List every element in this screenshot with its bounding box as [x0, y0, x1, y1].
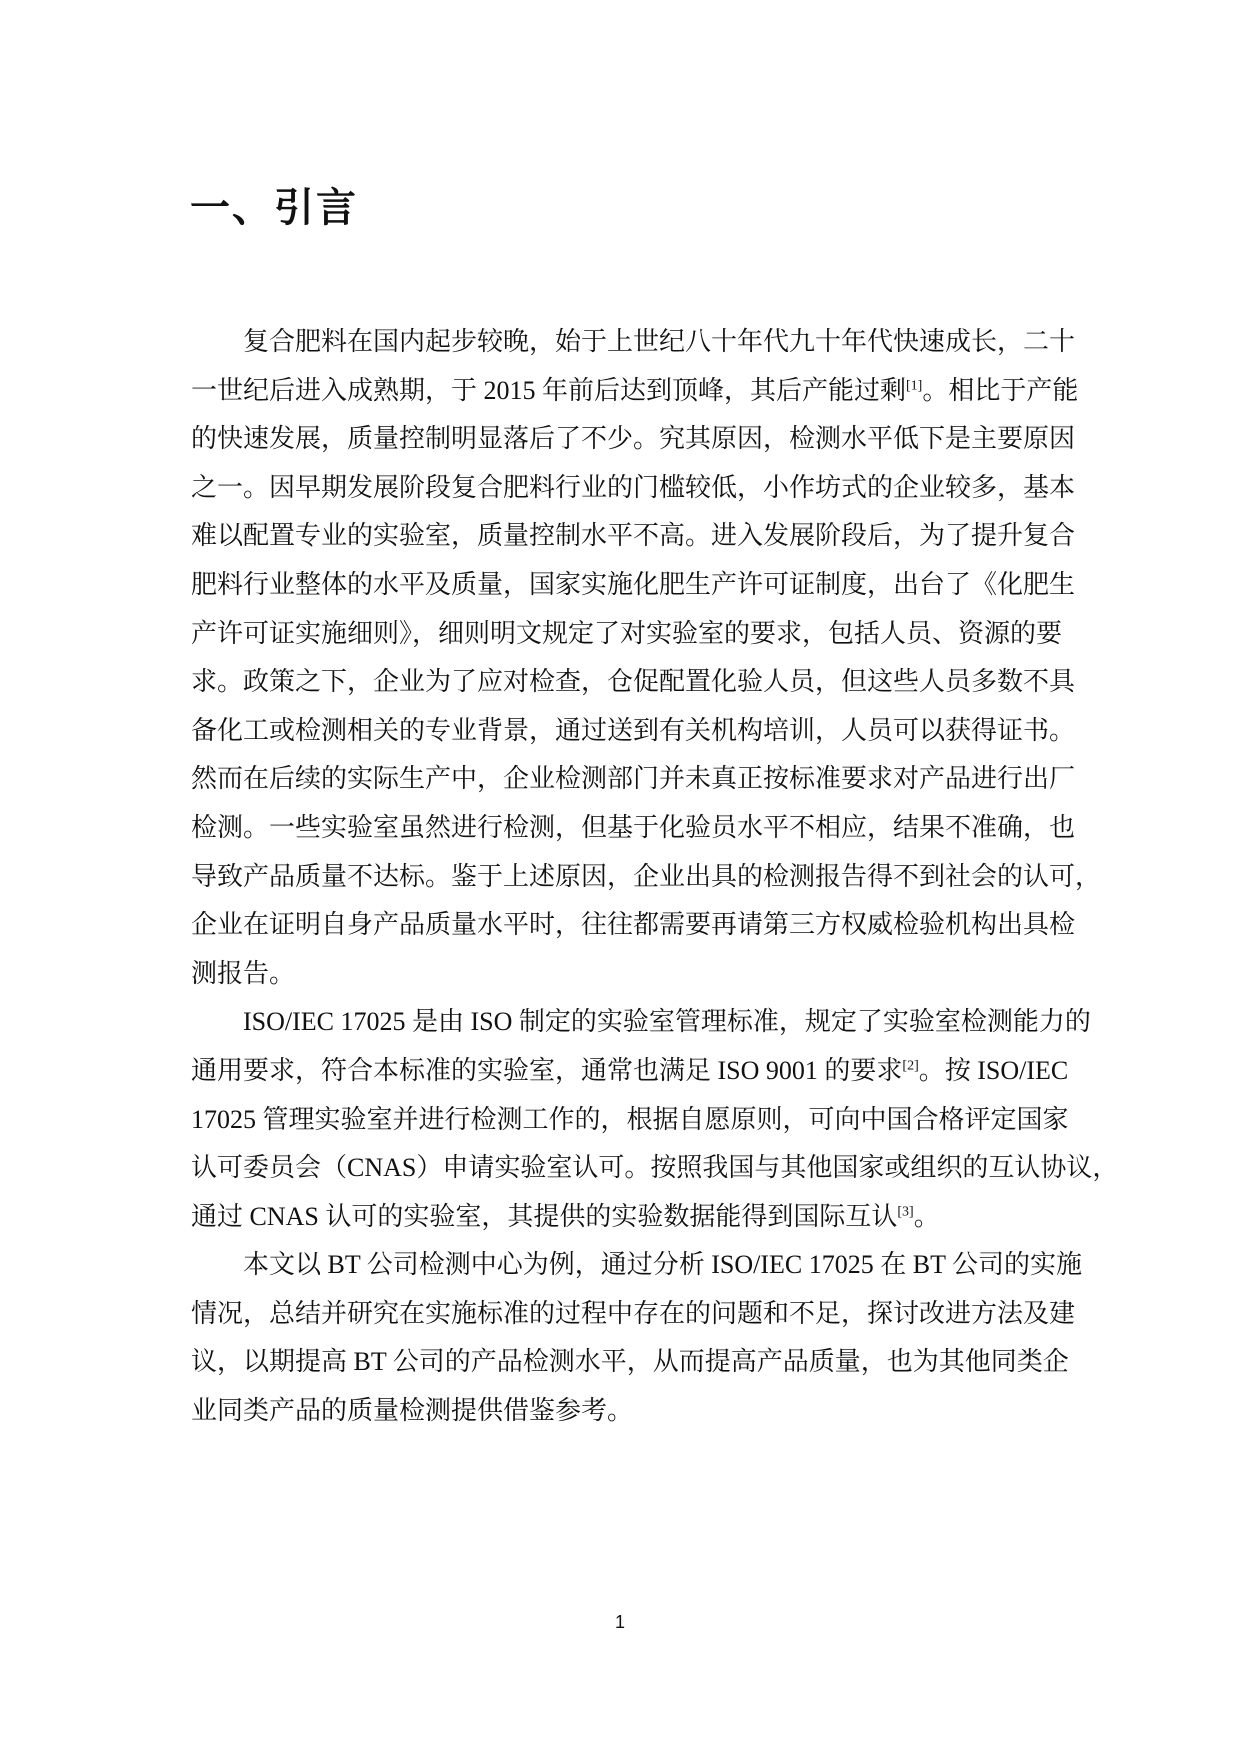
text-line: [191, 1338, 1069, 1387]
text-segment: 难以配置专业的实验室，质量控制水平不高。进入发展阶段后，为了提升复合: [191, 521, 1076, 551]
text-segment: 复合肥料在国内起步较晚，始于上世纪八十年代九十年代快速成长，二十: [243, 327, 1076, 356]
text-line: [191, 998, 1091, 1047]
text-line: [191, 1241, 1083, 1290]
text-segment: 然而在后续的实际生产中，企业检测部门并未真正按标准要求对产品进行出厂: [191, 764, 1076, 794]
text-line: [191, 658, 1076, 707]
section-heading: 一、引言: [190, 185, 358, 231]
text-line: [191, 1144, 1119, 1193]
text-line: [191, 707, 1076, 756]
text-line: [191, 1096, 1069, 1145]
text-segment: ISO/IEC 17025 是由 ISO 制定的实验室管理标准，规定了实验室检测能力的: [243, 1007, 1091, 1037]
text-segment: 之一。因早期发展阶段复合肥料行业的门槛较低，小作坊式的企业较多，基本: [191, 472, 1076, 502]
citation-superscript: [2]: [902, 1058, 919, 1074]
text-segment: 通过 CNAS 认可的实验室，其提供的实验数据能得到国际互认: [191, 1201, 898, 1231]
paragraph: [191, 1241, 1083, 1435]
document-body: [191, 318, 1119, 1436]
text-segment: 17025 管理实验室并进行检测工作的，根据自愿原则，可向中国合格评定国家: [191, 1104, 1069, 1134]
text-line: [191, 1387, 1057, 1436]
text-line: [191, 755, 1076, 804]
text-line: [191, 367, 1079, 416]
text-segment: 。相比于产能: [922, 375, 1079, 405]
text-line: [191, 318, 1076, 367]
text-line: [191, 901, 1076, 950]
text-segment: 求。政策之下，企业为了应对检查，仓促配置化验人员，但这些人员多数不具: [191, 667, 1076, 697]
text-line: [191, 1290, 1076, 1339]
text-segment: 测报告。: [191, 958, 296, 988]
text-line: [191, 1193, 1057, 1242]
page-number: 1: [614, 1612, 625, 1632]
text-line: [191, 561, 1076, 610]
text-segment: 认可委员会（CNAS）申请实验室认可。按照我国与其他国家或组织的互认协议，: [191, 1153, 1119, 1183]
text-line: [191, 804, 1076, 853]
text-line: [191, 415, 1076, 464]
text-segment: 。按 ISO/IEC: [918, 1055, 1069, 1085]
text-segment: 备化工或检测相关的专业背景，通过送到有关机构培训，人员可以获得证书。: [191, 715, 1076, 745]
citation-superscript: [1]: [906, 377, 923, 393]
text-segment: 导致产品质量不达标。鉴于上述原因，企业出具的检测报告得不到社会的认可，: [191, 861, 1102, 891]
text-segment: 企业在证明自身产品质量水平时，往往都需要再请第三方权威检验机构出具检: [191, 910, 1076, 940]
text-segment: 本文以 BT 公司检测中心为例，通过分析 ISO/IEC 17025 在 BT 公司的实施: [243, 1250, 1083, 1280]
text-line: [191, 853, 1102, 902]
text-line: [191, 1047, 1069, 1096]
text-segment: 肥料行业整体的水平及质量，国家实施化肥生产许可证制度，出台了《化肥生: [191, 569, 1076, 599]
text-segment: 。: [913, 1201, 940, 1231]
text-segment: 产许可证实施细则》，细则明文规定了对实验室的要求，包括人员、资源的要: [191, 618, 1063, 648]
text-segment: 议，以期提高 BT 公司的产品检测水平，从而提高产品质量，也为其他同类企: [191, 1347, 1069, 1377]
citation-superscript: [3]: [897, 1204, 914, 1220]
paragraph: [191, 318, 1102, 998]
text-segment: 情况，总结并研究在实施标准的过程中存在的问题和不足，探讨改进方法及建: [191, 1298, 1076, 1328]
text-segment: 业同类产品的质量检测提供借鉴参考。: [191, 1396, 634, 1426]
text-line: [191, 464, 1076, 513]
text-segment: 检测。一些实验室虽然进行检测，但基于化验员水平不相应，结果不准确，也: [191, 812, 1076, 842]
text-segment: 通用要求，符合本标准的实验室，通常也满足 ISO 9001 的要求: [191, 1055, 903, 1085]
paragraph: [191, 998, 1119, 1241]
text-segment: 的快速发展，质量控制明显落后了不少。究其原因，检测水平低下是主要原因: [191, 424, 1076, 454]
text-line: [191, 610, 1063, 659]
text-line: [191, 950, 1057, 999]
text-line: [191, 512, 1076, 561]
text-segment: 一世纪后进入成熟期，于 2015 年前后达到顶峰，其后产能过剩: [191, 375, 907, 405]
